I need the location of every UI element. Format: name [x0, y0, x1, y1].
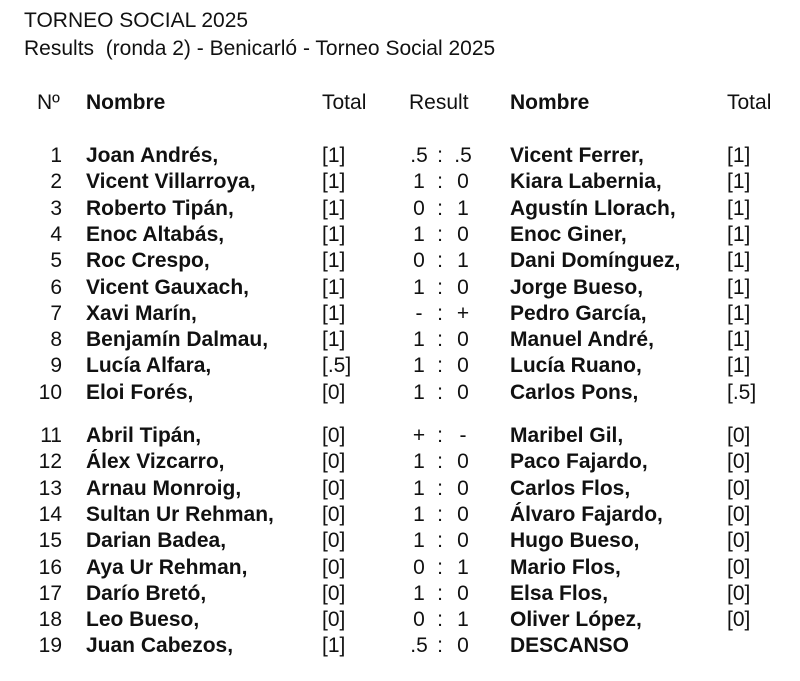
- table-row: [0, 143, 800, 169]
- white-player-total: [1]: [322, 249, 346, 273]
- white-player-name: Leo Bueso,: [86, 608, 200, 632]
- white-player-name: Abril Tipán,: [86, 424, 202, 447]
- black-result: 1: [457, 249, 469, 273]
- black-result: 0: [457, 222, 469, 246]
- table-row: [0, 502, 800, 528]
- result-separator: :: [437, 301, 443, 325]
- white-result: 0: [413, 196, 425, 220]
- black-result: 0: [457, 476, 469, 500]
- black-result: 0: [457, 328, 469, 352]
- white-result: .5: [410, 634, 428, 658]
- result-separator: :: [437, 275, 443, 299]
- white-player-name: Joan Andrés,: [86, 144, 219, 167]
- result-separator: :: [437, 328, 443, 352]
- header-result: Result: [409, 91, 469, 114]
- black-player-total: [1]: [727, 275, 751, 299]
- result-separator: :: [437, 634, 443, 658]
- white-player-name: Lucía Alfara,: [86, 354, 212, 378]
- result-separator: :: [437, 424, 443, 447]
- black-player-total: [0]: [727, 424, 751, 447]
- white-player-total: [1]: [322, 275, 346, 299]
- white-result: 1: [413, 450, 425, 474]
- table-row: [0, 222, 800, 248]
- black-player-name: Carlos Flos,: [510, 476, 631, 500]
- white-player-total: [1]: [322, 196, 346, 220]
- white-player-name: Aya Ur Rehman,: [86, 555, 248, 579]
- black-player-name: Kiara Labernia,: [510, 170, 662, 194]
- black-player-total: [0]: [727, 476, 751, 500]
- black-result: 0: [457, 502, 469, 526]
- white-player-name: Benjamín Dalmau,: [86, 328, 269, 352]
- white-player-name: Álex Vizcarro,: [86, 450, 225, 474]
- white-player-total: [0]: [322, 476, 346, 500]
- result-separator: :: [437, 380, 443, 404]
- white-result: 0: [413, 555, 425, 579]
- white-player-name: Vicent Villarroya,: [86, 170, 256, 194]
- board-number: 7: [50, 301, 62, 325]
- white-player-total: [1]: [322, 222, 346, 246]
- black-player-name: Elsa Flos,: [510, 581, 609, 605]
- table-row: [0, 449, 800, 475]
- table-row: [0, 248, 800, 274]
- table-row: [0, 555, 800, 581]
- table-row: [0, 633, 800, 659]
- white-player-name: Eloi Forés,: [86, 380, 194, 404]
- white-player-name: Roberto Tipán,: [86, 196, 234, 220]
- board-number: 6: [50, 275, 62, 299]
- result-separator: :: [437, 502, 443, 526]
- result-separator: :: [437, 196, 443, 220]
- board-number: 11: [40, 424, 62, 447]
- black-player-name: Enoc Giner,: [510, 222, 627, 246]
- result-separator: :: [437, 555, 443, 579]
- board-number: 17: [38, 581, 62, 605]
- board-number: 15: [38, 529, 62, 553]
- black-result: 0: [457, 170, 469, 194]
- black-result: 1: [457, 196, 469, 220]
- black-player-name: Manuel André,: [510, 328, 654, 352]
- white-player-total: [1]: [322, 634, 346, 658]
- white-result: 1: [413, 275, 425, 299]
- white-player-total: [0]: [322, 555, 346, 579]
- black-result: .5: [454, 144, 472, 167]
- white-player-name: Enoc Altabás,: [86, 222, 225, 246]
- white-result: 1: [413, 354, 425, 378]
- white-player-name: Juan Cabezos,: [86, 634, 234, 658]
- white-player-total: [.5]: [322, 354, 352, 378]
- black-player-total: [0]: [727, 581, 751, 605]
- black-player-total: [1]: [727, 301, 751, 325]
- black-player-name: Álvaro Fajardo,: [510, 502, 663, 526]
- black-result: -: [459, 424, 467, 447]
- result-separator: :: [437, 144, 443, 167]
- header-total-black: Total: [727, 91, 772, 114]
- white-player-name: Roc Crespo,: [86, 249, 210, 273]
- black-player-name: Jorge Bueso,: [510, 275, 644, 299]
- black-player-name: Lucía Ruano,: [510, 354, 642, 378]
- black-player-total: [1]: [727, 354, 751, 378]
- black-result: 0: [457, 275, 469, 299]
- black-player-name: Vicent Ferrer,: [510, 144, 644, 167]
- result-separator: :: [437, 450, 443, 474]
- white-player-total: [0]: [322, 529, 346, 553]
- table-row: [0, 301, 800, 327]
- white-player-total: [1]: [322, 328, 346, 352]
- white-player-total: [0]: [322, 450, 346, 474]
- black-result: +: [456, 301, 470, 325]
- board-number: 10: [38, 380, 62, 404]
- table-row: [0, 275, 800, 301]
- board-number: 9: [50, 354, 62, 378]
- result-separator: :: [437, 608, 443, 632]
- table-row: [0, 327, 800, 353]
- black-player-name: DESCANSO: [510, 634, 630, 658]
- white-player-total: [0]: [322, 608, 346, 632]
- white-player-total: [1]: [322, 301, 346, 325]
- board-number: 3: [50, 196, 62, 220]
- black-player-name: Maribel Gil,: [510, 424, 624, 447]
- white-player-total: [1]: [322, 144, 346, 167]
- result-separator: :: [437, 529, 443, 553]
- white-result: 0: [413, 608, 425, 632]
- white-player-total: [0]: [322, 424, 346, 447]
- black-player-name: Mario Flos,: [510, 555, 621, 579]
- board-number: 1: [50, 144, 62, 167]
- white-result: .5: [410, 144, 428, 167]
- white-player-total: [0]: [322, 581, 346, 605]
- result-separator: :: [437, 581, 443, 605]
- white-result: +: [412, 424, 426, 447]
- result-separator: :: [437, 170, 443, 194]
- black-player-total: [0]: [727, 555, 751, 579]
- board-number: 4: [50, 222, 62, 246]
- table-row: [0, 380, 800, 406]
- black-player-name: Pedro García,: [510, 301, 647, 325]
- black-player-name: Agustín Llorach,: [510, 196, 676, 220]
- board-number: 14: [38, 502, 62, 526]
- table-row: [0, 169, 800, 195]
- result-separator: :: [437, 354, 443, 378]
- board-number: 13: [38, 476, 62, 500]
- header-name-white: Nombre: [86, 91, 166, 114]
- white-result: 1: [413, 502, 425, 526]
- white-result: 1: [413, 476, 425, 500]
- result-separator: :: [437, 222, 443, 246]
- black-player-total: [.5]: [727, 380, 757, 404]
- table-row: [0, 528, 800, 554]
- board-number: 8: [50, 328, 62, 352]
- white-result: 1: [413, 328, 425, 352]
- black-player-total: [1]: [727, 144, 751, 167]
- table-row: [0, 476, 800, 502]
- table-row: [0, 196, 800, 222]
- board-number: 16: [38, 555, 62, 579]
- black-result: 0: [457, 581, 469, 605]
- subtitle-text: Results (ronda 2) - Benicarló - Torneo Social 2025: [24, 37, 496, 60]
- black-player-total: [1]: [727, 170, 751, 194]
- white-player-total: [0]: [322, 502, 346, 526]
- black-player-total: [1]: [727, 328, 751, 352]
- black-player-total: [1]: [727, 196, 751, 220]
- black-player-total: [1]: [727, 222, 751, 246]
- white-result: 1: [413, 529, 425, 553]
- white-result: 1: [413, 222, 425, 246]
- header-number: Nº: [37, 91, 60, 114]
- black-player-total: [0]: [727, 529, 751, 553]
- black-player-total: [1]: [727, 249, 751, 273]
- white-player-name: Sultan Ur Rehman,: [86, 502, 274, 526]
- white-result: 1: [413, 170, 425, 194]
- white-result: 0: [413, 249, 425, 273]
- black-result: 0: [457, 529, 469, 553]
- white-result: -: [415, 301, 423, 325]
- white-player-name: Arnau Monroig,: [86, 476, 242, 500]
- black-result: 0: [457, 380, 469, 404]
- page-title: TORNEO SOCIAL 2025: [24, 9, 249, 32]
- white-player-name: Darío Bretó,: [86, 581, 207, 605]
- board-number: 2: [50, 170, 62, 194]
- black-player-name: Hugo Bueso,: [510, 529, 640, 553]
- table-row: [0, 607, 800, 633]
- white-player-name: Vicent Gauxach,: [86, 275, 250, 299]
- board-number: 5: [50, 249, 62, 273]
- black-player-name: Oliver López,: [510, 608, 642, 632]
- table-row: [0, 423, 800, 449]
- black-player-name: Dani Domínguez,: [510, 249, 681, 273]
- white-player-name: Darian Badea,: [86, 529, 227, 553]
- header-total-white: Total: [322, 91, 367, 114]
- header-name-black: Nombre: [510, 91, 590, 114]
- black-result: 0: [457, 450, 469, 474]
- white-result: 1: [413, 380, 425, 404]
- black-result: 1: [457, 608, 469, 632]
- white-player-name: Xavi Marín,: [86, 301, 197, 325]
- result-separator: :: [437, 249, 443, 273]
- white-player-total: [1]: [322, 170, 346, 194]
- black-player-name: Carlos Pons,: [510, 380, 639, 404]
- result-separator: :: [437, 476, 443, 500]
- table-header: [0, 90, 800, 116]
- black-result: 1: [457, 555, 469, 579]
- black-player-name: Paco Fajardo,: [510, 450, 648, 474]
- table-row: [0, 581, 800, 607]
- white-player-total: [0]: [322, 380, 346, 404]
- black-player-total: [0]: [727, 502, 751, 526]
- black-player-total: [0]: [727, 608, 751, 632]
- board-number: 12: [38, 450, 62, 474]
- board-number: 19: [38, 634, 62, 658]
- black-result: 0: [457, 634, 469, 658]
- black-player-total: [0]: [727, 450, 751, 474]
- board-number: 18: [38, 608, 62, 632]
- page-subtitle: [24, 36, 495, 62]
- white-result: 1: [413, 581, 425, 605]
- black-result: 0: [457, 354, 469, 378]
- table-row: [0, 353, 800, 379]
